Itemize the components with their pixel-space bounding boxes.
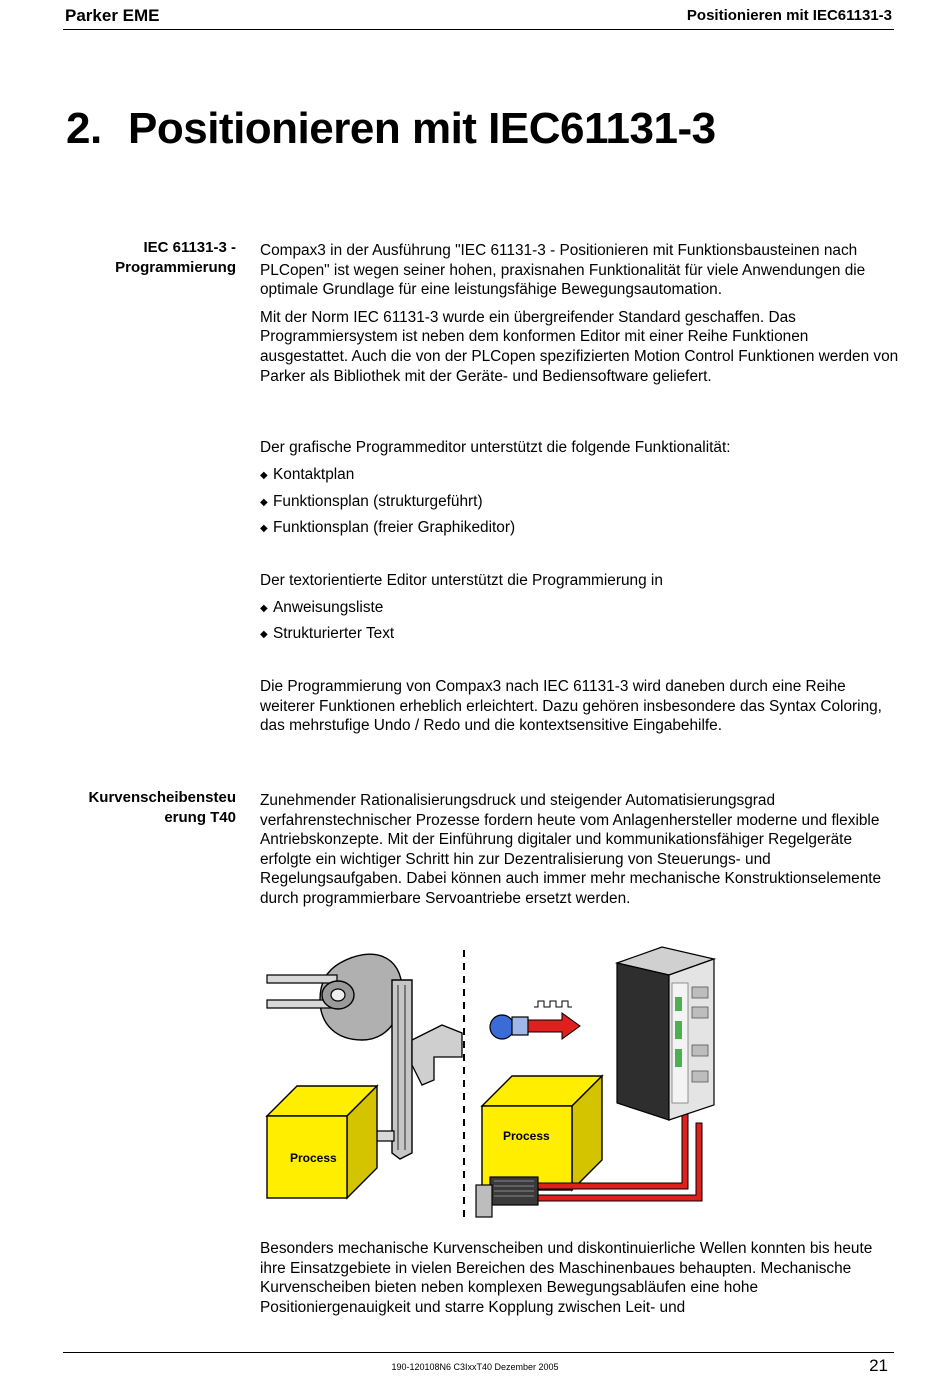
bullet-diamond-icon: ◆ (260, 603, 268, 614)
list-item-text: Kontaktplan (273, 466, 355, 483)
paragraph: Besonders mechanische Kurvenscheiben und diskontinuierliche Wellen konnten bis heute ihre Einsatzgebiete in vielen Bereichen des Maschinenbaues behaupten. Mechanische Kurvenscheiben bieten neben komplexen Bewegungsabläufen eine hohe Positioniergenauigkeit und starre Kopplung zwischen Leit- und (260, 1240, 873, 1316)
bullet-diamond-icon: ◆ (260, 523, 268, 534)
bullet-diamond-icon: ◆ (260, 497, 268, 508)
side-heading-programmierung (40, 238, 236, 278)
paragraph: Mit der Norm IEC 61131-3 wurde ein übergreifender Standard geschaffen. Das Programmiersystem ist neben dem konformen Editor mit einer Reihe Funktionen ausgestattet. Auch die von der PLCopen spezifizierten Motion Control Funktionen werden von Parker als Bibliothek mit der Geräte- und Bediensoftware geliefert. (260, 308, 899, 385)
paragraph: Die Programmierung von Compax3 nach IEC 61131-3 wird daneben durch eine Reihe weiterer Funktionen erheblich erleichtert. Dazu gehören insbesondere das Syntax Coloring, das mehrstufige Undo / Redo und die kontextsensitive Eingabehilfe. (260, 678, 882, 735)
process-box-left (267, 1086, 377, 1198)
header-right: Positionieren mit IEC61131-3 (686, 7, 892, 24)
list1-intro: Der grafische Programmeditor unterstützt die folgende Funktionalität: (260, 439, 731, 456)
list-item-text: Strukturierter Text (273, 625, 395, 642)
list2-intro: Der textorientierte Editor unterstützt die Programmierung in (260, 572, 663, 589)
chapter-title (66, 104, 716, 154)
footer-rule (63, 1352, 894, 1353)
bullet-diamond-icon: ◆ (260, 470, 268, 481)
side-heading-kurvenscheibe (40, 788, 236, 828)
figure-drawing (262, 945, 722, 1225)
process-box-right (482, 1076, 602, 1190)
list-item (260, 465, 354, 486)
chapter-title-text: Positionieren mit IEC61131-3 (128, 104, 716, 153)
section1-para3 (260, 677, 900, 744)
section2-para2 (260, 1239, 900, 1325)
section2-body (260, 791, 900, 917)
page-number: 21 (869, 1356, 888, 1375)
cam-vs-servo-figure (262, 945, 722, 1225)
side-heading-line: IEC 61131-3 - (143, 239, 236, 256)
bullet-diamond-icon: ◆ (260, 629, 268, 640)
encoder-icon (490, 1001, 580, 1039)
paragraph: Compax3 in der Ausführung "IEC 61131-3 - Positionieren mit Funktionsbausteinen nach PLCopen" ist wegen seiner hohen, praxisnahen Funktionalität für viele Anwendungen die optimale Grundlage für eine leistungsfähige Bewegungsautomation. (260, 242, 866, 299)
compax3-controller-icon (617, 947, 714, 1120)
header-left: Parker EME (65, 6, 160, 25)
process-label-right: Process (503, 1129, 550, 1143)
list-item-text: Funktionsplan (freier Graphikeditor) (273, 519, 516, 536)
list-item (260, 598, 383, 619)
list-item (260, 492, 483, 513)
list-item-text: Anweisungsliste (273, 599, 384, 616)
side-heading-line: Kurvenscheibensteu (88, 789, 236, 806)
list-item (260, 518, 515, 539)
side-heading-line: erung T40 (164, 809, 236, 826)
process-label-left: Process (290, 1151, 337, 1165)
chapter-number: 2. (66, 104, 102, 153)
list-item (260, 624, 394, 645)
section1-body (260, 241, 900, 394)
footer-doc-ref: 190-120108N6 C3IxxT40 Dezember 2005 (391, 1362, 559, 1372)
side-heading-line: Programmierung (115, 259, 236, 276)
list-item-text: Funktionsplan (strukturgeführt) (273, 493, 483, 510)
header-rule (63, 29, 894, 30)
paragraph: Zunehmender Rationalisierungsdruck und steigender Automatisierungsgrad verfahrenstechnischer Prozesse fordern heute vom Anlagenhersteller moderne und flexible Antriebskonzepte. Mit der Einführung digitaler und kommunikationsfähiger Regelgeräte erfolgte ein wichtiger Schritt hin zur Dezentralisierung von Steuerungs- und Regelungsaufgaben. Dabei können auch immer mehr mechanische Konstruktionselemente durch programmierbare Servoantriebe ersetzt werden. (260, 792, 882, 907)
